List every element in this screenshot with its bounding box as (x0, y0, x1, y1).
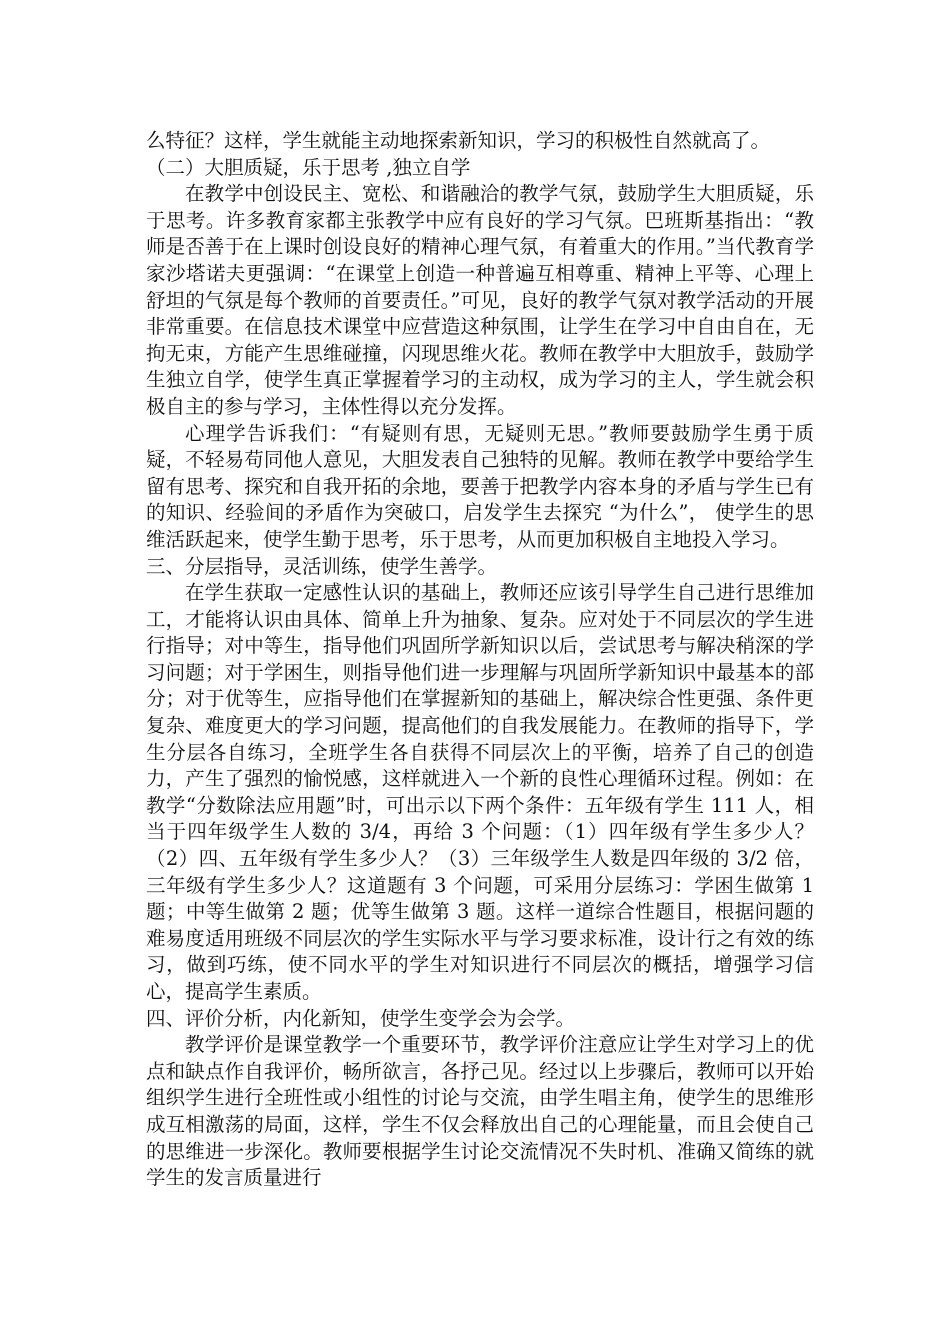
section-heading-3: 三、分层指导，灵活训练，使学生善学。 (146, 554, 498, 578)
paragraph-continuation: 么特征？这样，学生就能主动地探索新知识，学习的积极性自然就高了。 (146, 129, 771, 152)
section-heading-2: （二）大胆质疑，乐于思考 ,独立自学 (146, 155, 471, 179)
paragraph-layered-guidance: 在学生获取一定感性认识的基础上，教师还应该引导学生自己进行思维加工，才能将认识由具体、简单上升为抽象、复杂。应对处于不同层次的学生进行指导；对中等生，指导他们巩固所学新知识以后，尝试思考与解决稍深的学习问题；对于学困生，则指导他们进一步理解与巩固所学新知识中最基本的部分；对于优等生，应指导他们在掌握新知的基础上，解决综合性更强、条件更复杂、难度更大的学习问题，提高他们的自我发展能力。在教师的指导下，学生分层各自练习，全班学生各自获得不同层次上的平衡，培养了自己的创造力，产生了强烈的愉悦感，这样就进入一个新的良性心理循环过程。例如：在教学“分数除法应用题”时，可出示以下两个条件：五年级有学生 111 人，相当于四年级学生人数的 3/4，再给 3 个问题：（1）四年级有学生多少人？（2）四、五年级有学生多少人？（3）三年级学生人数是四年级的 3/2 倍，三年级有学生多少人？这道题有 3 个问题，可采用分层练习：学困生做第 1 题；中等生做第 2 题；优等生做第 3 题。这样一道综合性题目，根据问题的难易度适用班级不同层次的学生实际水平与学习要求标准，设计行之有效的练习，做到巧练，使不同水平的学生对知识进行不同层次的概括，增强学习信心，提高学生素质。 (146, 581, 814, 1003)
paragraph-evaluation: 教学评价是课堂教学一个重要环节，教学评价注意应让学生对学习上的优点和缺点作自我评价，畅所欲言，各抒己见。经过以上步骤后，教师可以开始组织学生进行全班性或小组性的讨论与交流，由学生唱主角，使学生的思维形成互相激荡的局面，这样，学生不仅会释放出自己的心理能量，而且会使自己的思维进一步深化。教师要根据学生讨论交流情况不失时机、准确又简练的就学生的发言质量进行 (146, 1033, 814, 1190)
paragraph-atmosphere: 在教学中创设民主、宽松、和谐融洽的教学气氛，鼓励学生大胆质疑，乐于思考。许多教育家都主张教学中应有良好的学习气氛。巴班斯基指出：“教师是否善于在上课时创设良好的精神心理气氛，有着重大的作用。”当代教育学家沙塔诺夫更强调：“在课堂上创造一种普遍互相尊重、精神上平等、心理上舒坦的气氛是每个教师的首要责任。”可见，良好的教学气氛对教学活动的开展非常重要。在信息技术课堂中应营造这种氛围，让学生在学习中自由自在，无拘无束，方能产生思维碰撞，闪现思维火花。教师在教学中大胆放手，鼓励学生独立自学，使学生真正掌握着学习的主动权，成为学习的主人，学生就会积极自主的参与学习，主体性得以充分发挥。 (146, 182, 814, 418)
section-heading-4: 四、评价分析，内化新知，使学生变学会为会学。 (146, 1006, 576, 1030)
paragraph-questioning: 心理学告诉我们：“有疑则有思，无疑则无思。”教师要鼓励学生勇于质疑，不轻易苟同他人意见，大胆发表自己独特的见解。教师在教学中要给学生留有思考、探究和自我开拓的余地，要善于把教学内容本身的矛盾与学生已有的知识、经验间的矛盾作为突破口，启发学生去探究 “为什么”， 使学生的思维活跃起来，使学生勤于思考，乐于思考，从而更加积极自主地投入学习。 (146, 421, 814, 551)
document-body (146, 128, 814, 1192)
